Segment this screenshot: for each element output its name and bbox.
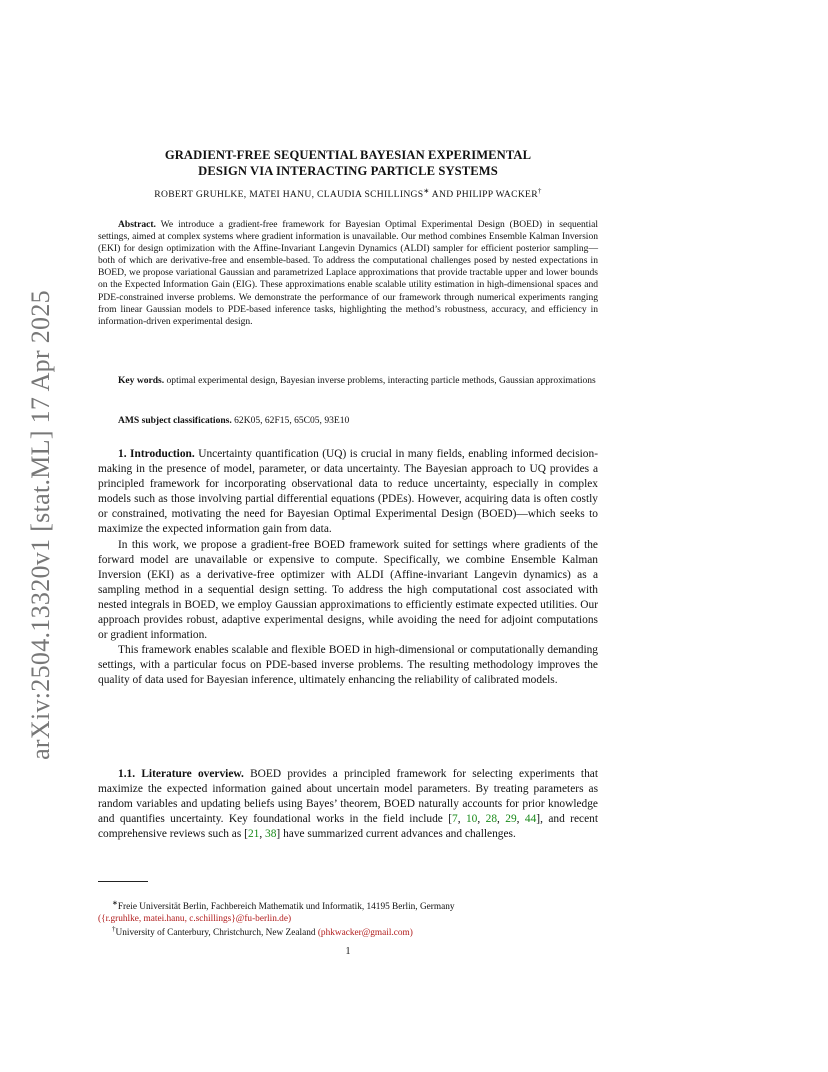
keywords: Key words. optimal experimental design, Bayesian inverse problems, interacting particle methods, Gaussian approximations [118, 375, 596, 386]
paragraph: This framework enables scalable and flexible BOED in high-dimensional or computationally demanding settings, with a particular focus on PDE-based inverse problems. The resulting methodology improves the quality of data used for Bayesian inference, ultimately enhancing the reliability of calibrated models. [98, 644, 598, 687]
section-heading: 1. Introduction. [118, 448, 195, 460]
section-literature-overview: 1.1. Literature overview. BOED provides a principled framework for selecting experiments that maximize the expected information gained about uncertain model parameters. By treating parameters as random variables and updating beliefs using Bayes’ theorem, BOED naturally accounts for prior knowledge and quantifies uncertainty. Key foundational works in the field include [7, 10, 28, 29, 44], and recent comprehensive reviews such as [21, 38] have summarized current advances and challenges. [98, 768, 598, 841]
citation-link[interactable]: 10 [465, 813, 478, 826]
citation-link[interactable]: 29 [505, 813, 517, 826]
footnote-2: †University of Canterbury, Christchurch, New Zealand (phkwacker@gmail.com) [112, 924, 413, 938]
abstract-text: We introduce a gradient-free framework for Bayesian Optimal Experimental Design (BOED) in sequential settings, aimed at complex systems where gradient information is unavailable. Our method combines Ensemble Kalman Inversion (EKI) for design optimization with the Affine-Invariant Langevin Dynamics (ALDI) sampler for efficient posterior sampling—both of which are derivative-free and ensemble-based. To address the computational challenges posed by nested expectations in BOED, we propose variational Gaussian and parametrized Laplace approximations that provide tractable upper and lower bounds on the Expected Information Gain (EIG). These approximations enable scalable utility estimation in high-dimensional spaces and PDE-constrained inverse problems. We demonstrate the performance of our framework through numerical experiments ranging from linear Gaussian models to PDE-based inference tasks, highlighting the method’s robustness, accuracy, and efficiency in information-driven experimental design. [98, 219, 598, 327]
citation-link[interactable]: 44 [524, 813, 537, 826]
paper-title [98, 148, 598, 179]
page-number: 1 [345, 946, 351, 957]
section-introduction: 1. Introduction. Uncertainty quantification (UQ) is crucial in many fields, enabling informed decision-making in the presence of model, parameter, or data uncertainty. The Bayesian approach to UQ provides a principled framework for incorporating observational data to reduce uncertainty, especially in complex models such as those involving partial differential equations (PDEs). However, acquiring data is often costly or constrained, motivating the need for Bayesian Optimal Experimental Design (BOED)—which seeks to maximize the expected information gain from data. In this work, we propose a gradient-free BOED framework suited for settings where gradients of the forward model are unavailable or expensive to compute. Specifically, we combine Ensemble Kalman Inversion (EKI) as a derivative-free optimizer with ALDI (Affine-invariant Langevin dynamics) as a sampling method in a sequential design setting. To address the high computational cost associated with nested integrals in BOED, we employ Gaussian approximations to efficiently estimate expected utilities. Our approach provides robust, adaptive experimental designs, while avoiding the need for adjoint computations or gradient information. This framework enables scalable and flexible BOED in high-dimensional or computationally demanding settings, with a particular focus on PDE-based inverse problems. The resulting methodology improves the quality of data used for Bayesian inference, ultimately enhancing the reliability of calibrated models. [98, 447, 598, 689]
citation-link[interactable]: 21 [247, 828, 260, 841]
citation-link[interactable]: 38 [265, 828, 277, 841]
footnote-marker[interactable]: † [537, 186, 542, 195]
subsection-heading: 1.1. Literature overview. [118, 768, 244, 780]
arxiv-stamp: arXiv:2504.13320v1 [stat.ML] 17 Apr 2025 [26, 290, 55, 760]
abstract-label: Abstract. [118, 219, 156, 230]
abstract [98, 219, 598, 328]
ams-classifications: AMS subject classifications. 62K05, 62F15, 65C05, 93E10 [118, 415, 350, 426]
email-link[interactable]: (phkwacker@gmail.com) [317, 928, 413, 938]
citation-link[interactable]: 7 [452, 813, 458, 826]
author-list: ROBERT GRUHLKE, MATEI HANU, CLAUDIA SCHILLINGS∗ AND PHILIPP WACKER† [154, 186, 542, 200]
footnote-divider [98, 881, 148, 882]
title-line-1: GRADIENT-FREE SEQUENTIAL BAYESIAN EXPERIMENTAL [164, 148, 532, 162]
email-link[interactable]: r.gruhlke, matei.hanu, c.schillings [105, 914, 232, 924]
citation-link[interactable]: 28 [485, 813, 498, 826]
title-line-2: DESIGN VIA INTERACTING PARTICLE SYSTEMS [198, 163, 498, 178]
footnote-marker[interactable]: ∗ [423, 186, 430, 195]
footnote-1: ∗Freie Universität Berlin, Fachbereich Mathematik und Informatik, 14195 Berlin, Germany ({r.gruhlke, matei.hanu, c.schillings}@fu-berlin.de) [98, 898, 455, 924]
paragraph: In this work, we propose a gradient-free BOED framework suited for settings where gradients of the forward model are unavailable or expensive to compute. Specifically, we combine Ensemble Kalman Inversion (EKI) as a derivative-free optimizer with ALDI (Affine-invariant Langevin dynamics) as a sampling method in a sequential design setting. To address the high computational cost associated with nested integrals in BOED, we employ Gaussian approximations to efficiently estimate expected utilities. Our approach provides robust, adaptive experimental designs, while avoiding the need for adjoint computations or gradient information. [98, 538, 598, 642]
